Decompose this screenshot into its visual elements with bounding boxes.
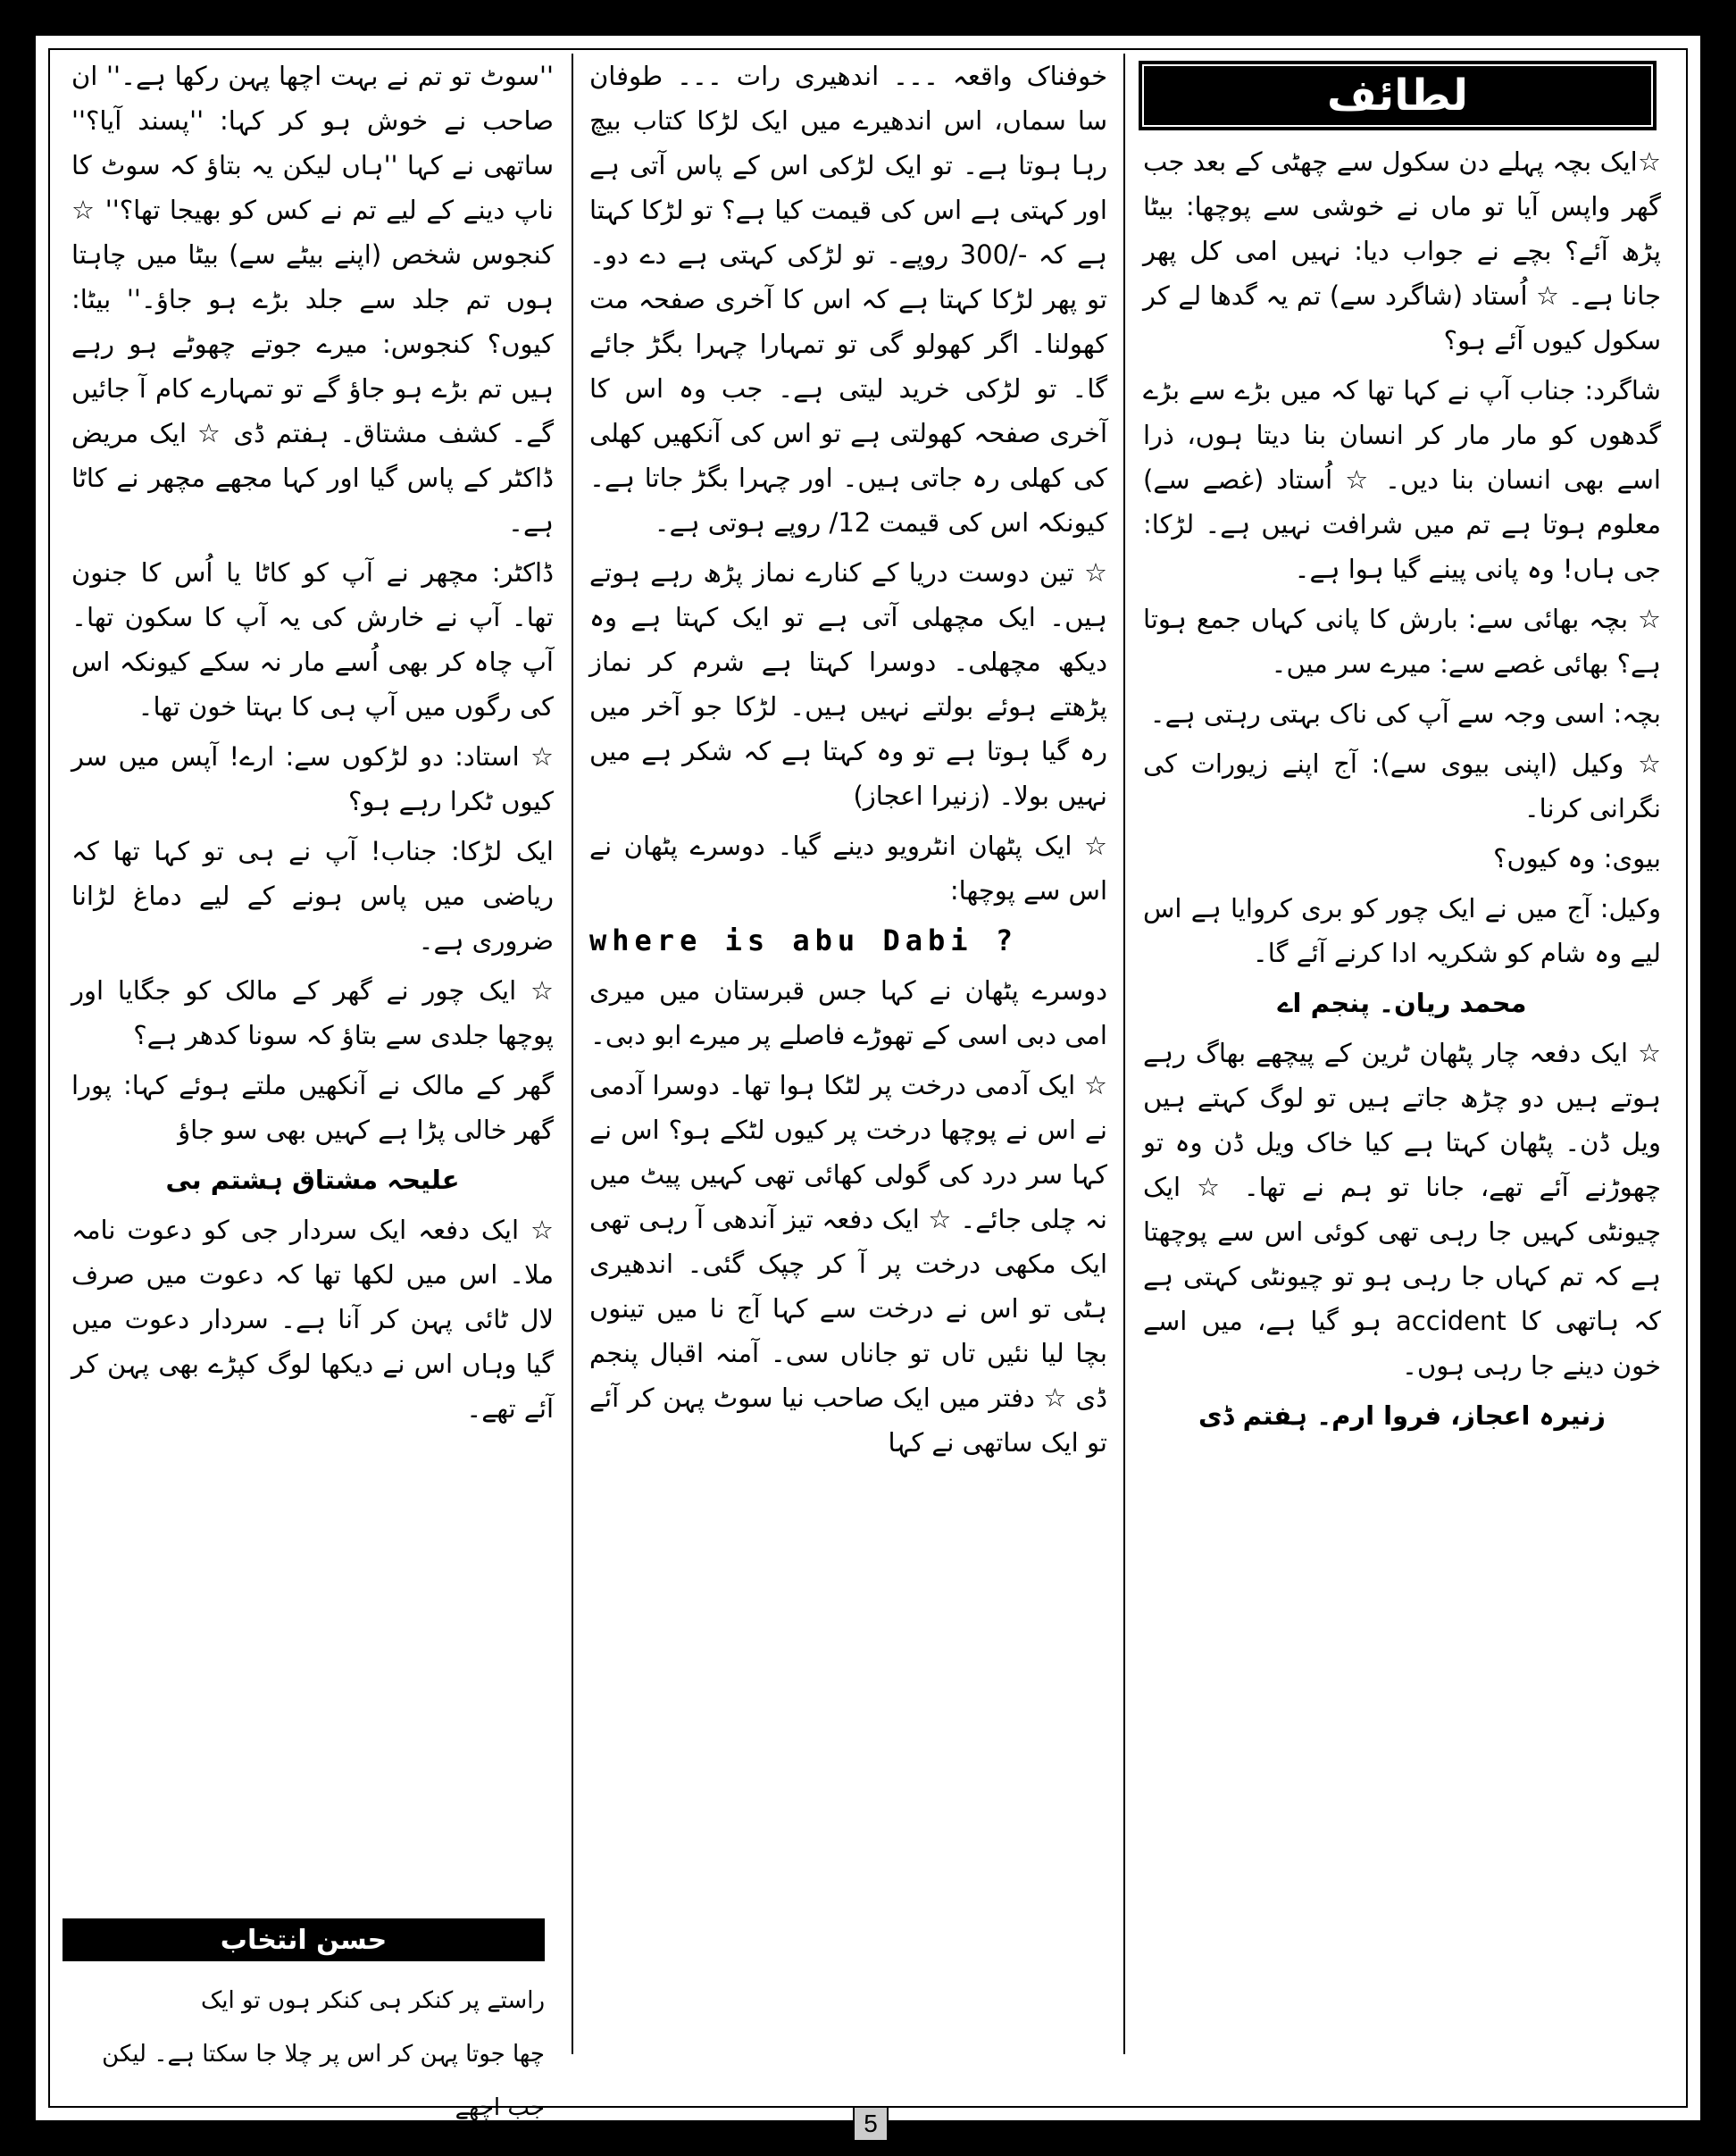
author-credit: محمد ریان۔ پنجم اے xyxy=(1277,988,1527,1018)
joke-paragraph: ☆ ایک دفعہ چار پٹھان ٹرین کے پیچھے بھاگ رہے ہوتے ہیں دو چڑھ جاتے ہیں تو لوگ کہتے ہیں ویل ڈن۔ پٹھان کہتا ہے کیا خاک ویل ڈن وہ تو چھوڑنے آئے تھے، جانا تو ہم نے تھا۔ ☆ ایک چیونٹی کہیں جا رہی تھی کوئی اس سے پوچھتا ہے کہ تم کہاں جا رہی ہو تو چیونٹی کہتی ہے کہ ہاتھی کا accident ہو گیا ہے، میں اسے خون دینے جا رہی ہوں۔ xyxy=(1143,1038,1661,1381)
joke-paragraph: ☆ بچہ بھائی سے: بارش کا پانی کہاں جمع ہوتا ہے؟ بھائی غصے سے: میرے سر میں۔ xyxy=(1143,604,1661,679)
joke-paragraph: ☆ ایک آدمی درخت پر لٹکا ہوا تھا۔ دوسرا آدمی نے اس نے پوچھا درخت پر کیوں لٹکے ہو؟ اس نے کہا سر درد کی گولی کھائی تھی کہیں پیٹ میں نہ چلی جائے۔ ☆ ایک دفعہ تیز آندھی آ رہی تھی ایک مکھی درخت پر آ کر چپک گئی۔ اندھیری ہٹی تو اس نے درخت سے کہا آج نا میں تینوں بچا لیا نئیں تاں تو جاناں سی۔ آمنہ اقبال پنجم ڈی ☆ دفتر میں ایک صاحب نیا سوٹ پہن کر آئے تو ایک ساتھی نے کہا xyxy=(589,1070,1107,1458)
joke-paragraph: ☆ ایک پٹھان انٹرویو دینے گیا۔ دوسرے پٹھان نے اس سے پوچھا: xyxy=(589,831,1107,906)
page-number: 5 xyxy=(853,2106,889,2142)
joke-paragraph: ☆ ایک چور نے گھر کے مالک کو جگایا اور پوچھا جلدی سے بتاؤ کہ سونا کدھر ہے؟ xyxy=(71,975,554,1050)
husn-intikhab-title: حسن انتخاب xyxy=(220,1924,388,1956)
section-title: لطائف xyxy=(1327,71,1468,121)
column-divider xyxy=(572,54,573,2054)
joke-paragraph: ڈاکٹر: مچھر نے آپ کو کاٹا یا اُس کا جنون تھا۔ آپ نے خارش کی یہ آپ کا سکون تھا۔ آپ چاہ کر بھی اُسے مار نہ سکے کیونکہ اس کی رگوں میں آپ ہی کا بہتا خون تھا۔ xyxy=(71,557,554,722)
author-credit: علیحہ مشتاق ہشتم بی xyxy=(165,1165,460,1195)
author-credit: زنیرہ اعجاز، فروا ارم۔ ہفتم ڈی xyxy=(1198,1400,1606,1431)
joke-paragraph: ☆ استاد: دو لڑکوں سے: ارے! آپس میں سر کیوں ٹکرا رہے ہو؟ xyxy=(71,741,554,816)
joke-paragraph: گھر کے مالک نے آنکھیں ملتے ہوئے کہا: پورا گھر خالی پڑا ہے کہیں بھی سو جاؤ xyxy=(71,1070,554,1145)
english-line: where is abu Dabi ? xyxy=(589,923,1019,957)
husn-intikhab-title-box xyxy=(63,1918,545,1961)
joke-paragraph: بیوی: وہ کیوں؟ xyxy=(1493,843,1661,873)
joke-paragraph: ☆ایک بچہ پہلے دن سکول سے چھٹی کے بعد جب گھر واپس آیا تو ماں نے خوشی سے پوچھا: بیٹا پڑھ آئے؟ بچے نے جواب دیا: نہیں امی کل پھر جانا ہے۔ ☆ اُستاد (شاگرد سے) تم یہ گدھا لے کر سکول کیوں آئے ہو؟ xyxy=(1143,146,1661,355)
joke-paragraph: شاگرد: جناب آپ نے کہا تھا کہ میں بڑے سے بڑے گدھوں کو مار مار کر انسان بنا دیتا ہوں، ذرا اسے بھی انسان بنا دیں۔ ☆ اُستاد (غصے سے) معلوم ہوتا ہے تم میں شرافت نہیں ہے۔ لڑکا: جی ہاں! وہ پانی پینے گیا ہوا ہے۔ xyxy=(1143,375,1661,584)
column-divider xyxy=(1123,54,1125,2054)
husn-line: چھا جوتا پہن کر اس پر چلا جا سکتا ہے۔ لیکن جب اچھے xyxy=(102,2041,545,2121)
joke-paragraph: ☆ ایک دفعہ ایک سردار جی کو دعوت نامہ ملا۔ اس میں لکھا تھا کہ دعوت میں صرف لال ٹائی پہن کر آنا ہے۔ سردار دعوت میں گیا وہاں اس نے دیکھا لوگ کپڑے بھی پہن کر آئے تھے۔ xyxy=(71,1215,554,1424)
husn-line: راستے پر کنکر ہی کنکر ہوں تو ایک xyxy=(201,1987,545,2014)
joke-paragraph: دوسرے پٹھان نے کہا جس قبرستان میں میری امی دبی اسی کے تھوڑے فاصلے پر میرے ابو دبی۔ xyxy=(589,975,1107,1050)
joke-paragraph: خوفناک واقعہ ۔۔۔ اندھیری رات ۔۔۔ طوفان سا سماں، اس اندھیرے میں ایک لڑکا کتاب بیچ رہا ہوتا ہے۔ تو ایک لڑکی اس کے پاس آتی ہے اور کہتی ہے اس کی قیمت کیا ہے؟ تو لڑکا کہتا ہے کہ -/300 روپے۔ تو لڑکی کہتی ہے دے دو۔ تو پھر لڑکا کہتا ہے کہ اس کا آخری صفحہ مت کھولنا۔ اگر کھولو گی تو تمہارا چہرا بگڑ جائے گا۔ تو لڑکی خرید لیتی ہے۔ جب وہ اس کا آخری صفحہ کھولتی ہے تو اس کی آنکھیں کھلی کی کھلی رہ جاتی ہیں۔ اور چہرا بگڑ جاتا ہے۔ کیونکہ اس کی قیمت 12/ روپے ہوتی ہے۔ xyxy=(589,61,1107,538)
left-column xyxy=(63,54,563,1911)
joke-paragraph: ☆ تین دوست دریا کے کنارے نماز پڑھ رہے ہوتے ہیں۔ ایک مچھلی آتی ہے تو ایک کہتا ہے وہ دیکھ مچھلی۔ دوسرا کہتا ہے شرم کر نماز پڑھتے ہوئے بولتے نہیں ہیں۔ لڑکا جو آخر میں رہ گیا ہوتا ہے تو وہ کہتا ہے کہ شکر ہے میں نہیں بولا۔ (زنیرا اعجاز) xyxy=(589,557,1107,811)
joke-paragraph: وکیل: آج میں نے ایک چور کو بری کروایا ہے اس لیے وہ شام کو شکریہ ادا کرنے آئے گا۔ xyxy=(1143,893,1661,968)
joke-paragraph: ایک لڑکا: جناب! آپ نے ہی تو کہا تھا کہ ریاضی میں پاس ہونے کے لیے دماغ لڑانا ضروری ہے۔ xyxy=(71,836,554,956)
joke-paragraph: ☆ وکیل (اپنی بیوی سے): آج اپنے زیورات کی نگرانی کرنا۔ xyxy=(1143,748,1661,823)
husn-intikhab-text xyxy=(63,1974,563,2135)
joke-paragraph: بچہ: اسی وجہ سے آپ کی ناک بہتی رہتی ہے۔ xyxy=(1149,698,1661,729)
right-column xyxy=(1134,54,1670,2054)
middle-column xyxy=(580,54,1116,2054)
joke-paragraph: ''سوٹ تو تم نے بہت اچھا پہن رکھا ہے۔'' ان صاحب نے خوش ہو کر کہا: ''پسند آیا؟'' ساتھی نے کہا ''ہاں لیکن یہ بتاؤ کہ سوٹ کا ناپ دینے کے لیے تم نے کس کو بھیجا تھا؟'' ☆ کنجوس شخص (اپنے بیٹے سے) بیٹا میں چاہتا ہوں تم جلد سے جلد بڑے ہو جاؤ۔'' بیٹا: کیوں؟ کنجوس: میرے جوتے چھوٹے ہو رہے ہیں تم بڑے ہو جاؤ گے تو تمہارے کام آ جائیں گے۔ کشف مشتاق۔ ہفتم ڈی ☆ ایک مریض ڈاکٹر کے پاس گیا اور کہا مجھے مچھر نے کاٹا ہے۔ xyxy=(71,61,554,538)
